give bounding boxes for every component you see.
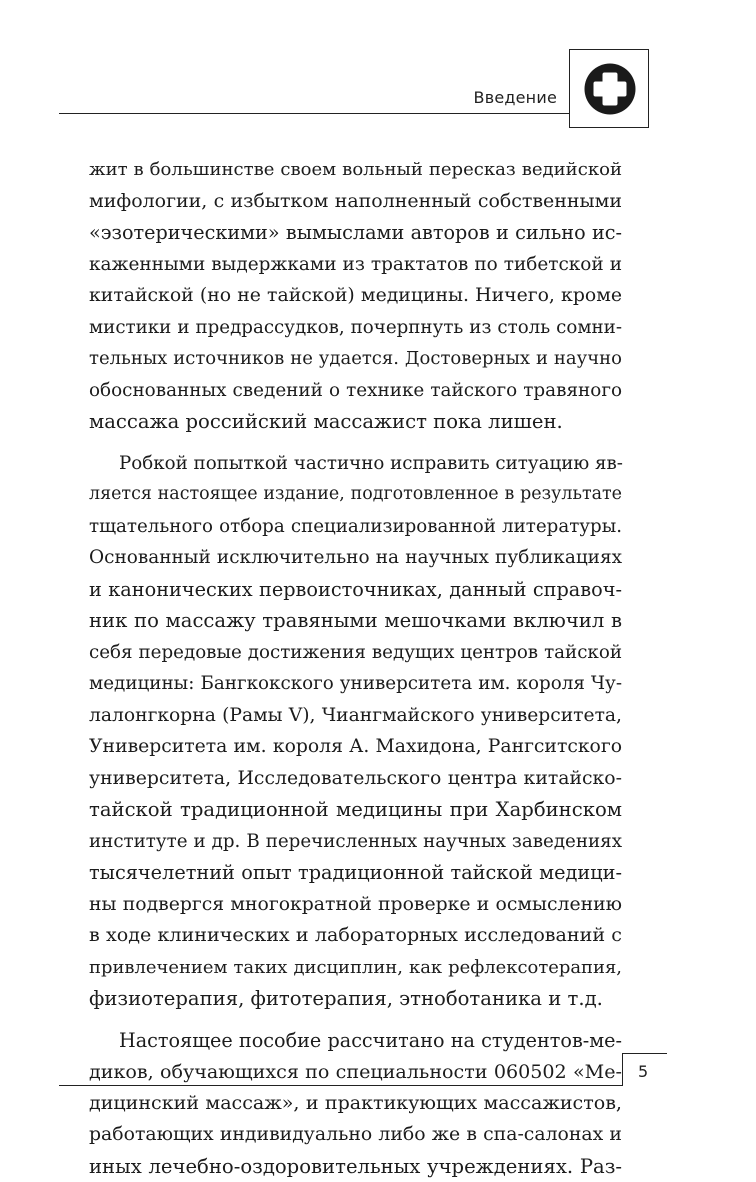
text-line: китайской (но не тайской) медицины. Ничего, кроме: [89, 285, 622, 306]
text-line: институте и др. В перечисленных научных заведениях: [89, 830, 622, 852]
text-line: «эзотерическими» вымыслами авторов и сильно ис-: [89, 221, 622, 244]
header-icon-box: [569, 49, 649, 128]
text-line: дицинский массаж», и практикующих массажистов,: [89, 1091, 622, 1114]
body-text: [89, 154, 622, 1182]
text-line: тщательного отбора специализированной литературы.: [89, 515, 622, 537]
text-line: тельных источников не удается. Достоверных и научно: [89, 348, 622, 369]
text-line: лалонгкорна (Рамы V), Чиангмайского университета,: [89, 704, 622, 726]
text-line: привлечением таких дисциплин, как рефлексотерапия,: [89, 956, 622, 978]
text-line: университета, Исследовательского центра китайско-: [89, 767, 622, 789]
text-line: тайской традиционной медицины при Харбинском: [89, 798, 622, 821]
header-rule: [59, 113, 569, 114]
paragraph-1: [89, 154, 622, 438]
running-header-title: Введение: [473, 88, 557, 107]
text-line: Робкой попыткой частично исправить ситуацию яв-: [119, 452, 623, 474]
text-line: Университета им. короля А. Махидона, Рангситского: [89, 736, 622, 757]
text-line: медицины: Бангкокского университета им. короля Чу-: [89, 673, 622, 694]
paragraph-2: [89, 448, 622, 1015]
text-line: массажа российский массажист пока лишен.: [89, 410, 563, 433]
text-line: в ходе клинических и лабораторных исследований с: [89, 924, 622, 946]
text-line: Настоящее пособие рассчитано на студентов-ме-: [119, 1028, 622, 1052]
paragraph-3: [89, 1025, 622, 1182]
text-line: мифологии, с избытком наполненный собственными: [89, 189, 622, 212]
text-line: жит в большинстве своем вольный пересказ ведийской: [89, 159, 622, 180]
text-line: ник по массажу травяными мешочками включил в: [89, 609, 622, 632]
text-line: ляется настоящее издание, подготовленное в результате: [89, 484, 622, 504]
text-line: ны подвергся многократной проверке и осмыслению: [89, 893, 622, 915]
text-line: обоснованных сведений о технике тайского травяного: [89, 379, 622, 401]
text-line: каженными выдержками из трактатов по тибетской и: [89, 253, 622, 275]
text-line: себя передовые достижения ведущих центров тайской: [89, 641, 622, 663]
text-line: работающих индивидуально либо же в спа-салонах и: [89, 1124, 622, 1145]
text-line: мистики и предрассудков, почерпнуть из столь сомни-: [89, 316, 622, 338]
text-line: тысячелетний опыт традиционной тайской медици-: [89, 861, 622, 884]
footer-rule: [59, 1085, 623, 1086]
text-line: диков, обучающихся по специальности 060502 «Ме-: [89, 1060, 622, 1083]
text-line: и канонических первоисточниках, данный справоч-: [89, 577, 622, 601]
text-line: иных лечебно-оздоровительных учреждениях. Раз-: [89, 1154, 622, 1178]
medical-cross-icon: [583, 62, 637, 116]
text-line: Основанный исключительно на научных публикациях: [89, 547, 622, 568]
page-number: 5: [638, 1062, 649, 1081]
text-line: физиотерапия, фитотерапия, этноботаника и т.д.: [89, 987, 603, 1010]
